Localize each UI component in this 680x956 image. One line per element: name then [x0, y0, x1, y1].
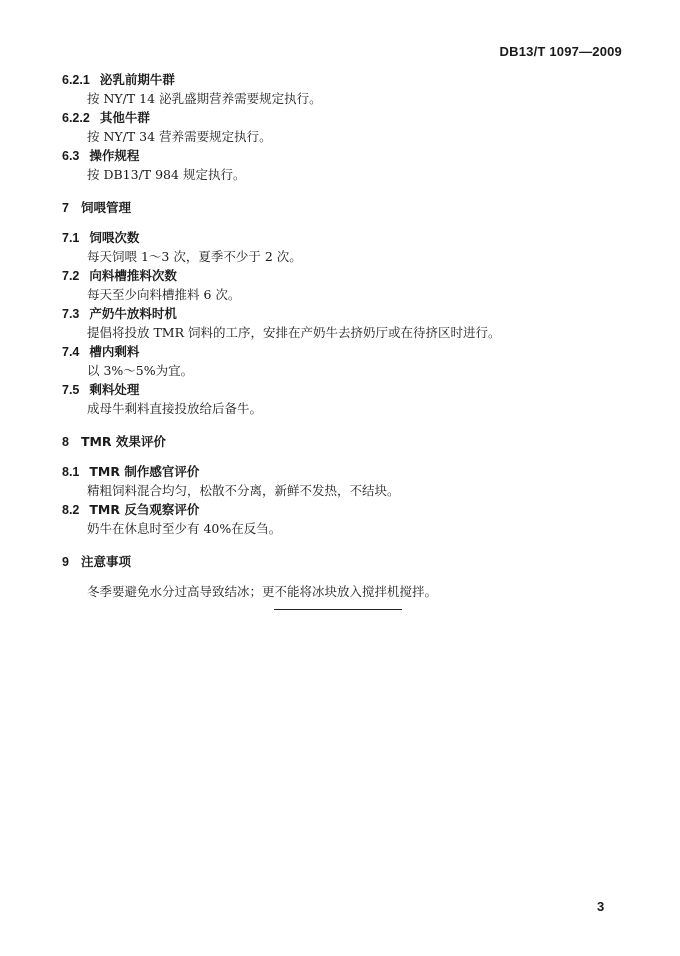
heading-8 [62, 432, 622, 451]
heading-8-1 [62, 462, 622, 481]
section-number: 6.3 [62, 149, 80, 163]
section-number: 7 [62, 201, 69, 215]
section-number: 7.3 [62, 307, 80, 321]
section-number: 7.4 [62, 345, 80, 359]
section-title: 注意事项 [80, 554, 131, 569]
section-number: 7.1 [62, 231, 80, 245]
heading-6-3 [62, 146, 622, 165]
section-number: 6.2.2 [62, 111, 90, 125]
section-title: 泌乳前期牛群 [99, 72, 175, 87]
section-title: 饲喂次数 [89, 230, 140, 245]
paragraph-7-4: 以 3%～5%为宜。 [87, 363, 194, 378]
section-number: 8.1 [62, 465, 80, 479]
paragraph-6-2-1: 按 NY/T 14 泌乳盛期营养需要规定执行。 [87, 91, 322, 106]
section-title: 饲喂管理 [80, 200, 131, 215]
heading-7-2 [62, 266, 622, 285]
section-number: 7.2 [62, 269, 80, 283]
section-title: TMR 制作感官评价 [89, 464, 200, 479]
section-title: 向料槽推料次数 [89, 268, 177, 283]
section-title: 剩料处理 [89, 382, 140, 397]
section-title: 其他牛群 [99, 110, 150, 125]
heading-6-2-2 [62, 108, 622, 127]
section-title: TMR 反刍观察评价 [89, 502, 200, 517]
paragraph-7-2: 每天至少向料槽推料 6 次。 [87, 287, 241, 302]
end-of-document-rule [274, 609, 402, 610]
document-body [62, 70, 622, 601]
section-title: 产奶牛放料时机 [89, 306, 177, 321]
heading-7-5 [62, 380, 622, 399]
heading-7-1 [62, 228, 622, 247]
section-title: TMR 效果评价 [80, 434, 166, 449]
section-number: 7.5 [62, 383, 80, 397]
paragraph-7-5: 成母牛剩料直接投放给后备牛。 [87, 401, 263, 416]
section-title: 槽内剩料 [89, 344, 140, 359]
heading-7-3 [62, 304, 622, 323]
heading-6-2-1 [62, 70, 622, 89]
paragraph-7-3: 提倡将投放 TMR 饲料的工序，安排在产奶牛去挤奶厅或在待挤区时进行。 [87, 325, 501, 340]
page-number: 3 [597, 899, 605, 914]
heading-9 [62, 552, 622, 571]
heading-7-4 [62, 342, 622, 361]
section-number: 9 [62, 555, 69, 569]
paragraph-8-2: 奶牛在休息时至少有 40%在反刍。 [87, 521, 282, 536]
paragraph-8-1: 精粗饲料混合均匀，松散不分离，新鲜不发热，不结块。 [87, 483, 400, 498]
paragraph-9: 冬季要避免水分过高导致结冰；更不能将冰块放入搅拌机搅拌。 [87, 584, 438, 599]
paragraph-6-2-2: 按 NY/T 34 营养需要规定执行。 [87, 129, 272, 144]
section-number: 8.2 [62, 503, 80, 517]
heading-7 [62, 198, 622, 217]
paragraph-7-1: 每天饲喂 1～3 次，夏季不少于 2 次。 [87, 249, 302, 264]
paragraph-6-3: 按 DB13/T 984 规定执行。 [87, 167, 246, 182]
heading-8-2 [62, 500, 622, 519]
document-code: DB13/T 1097—2009 [499, 44, 622, 59]
section-number: 6.2.1 [62, 73, 90, 87]
section-number: 8 [62, 435, 69, 449]
section-title: 操作规程 [89, 148, 140, 163]
